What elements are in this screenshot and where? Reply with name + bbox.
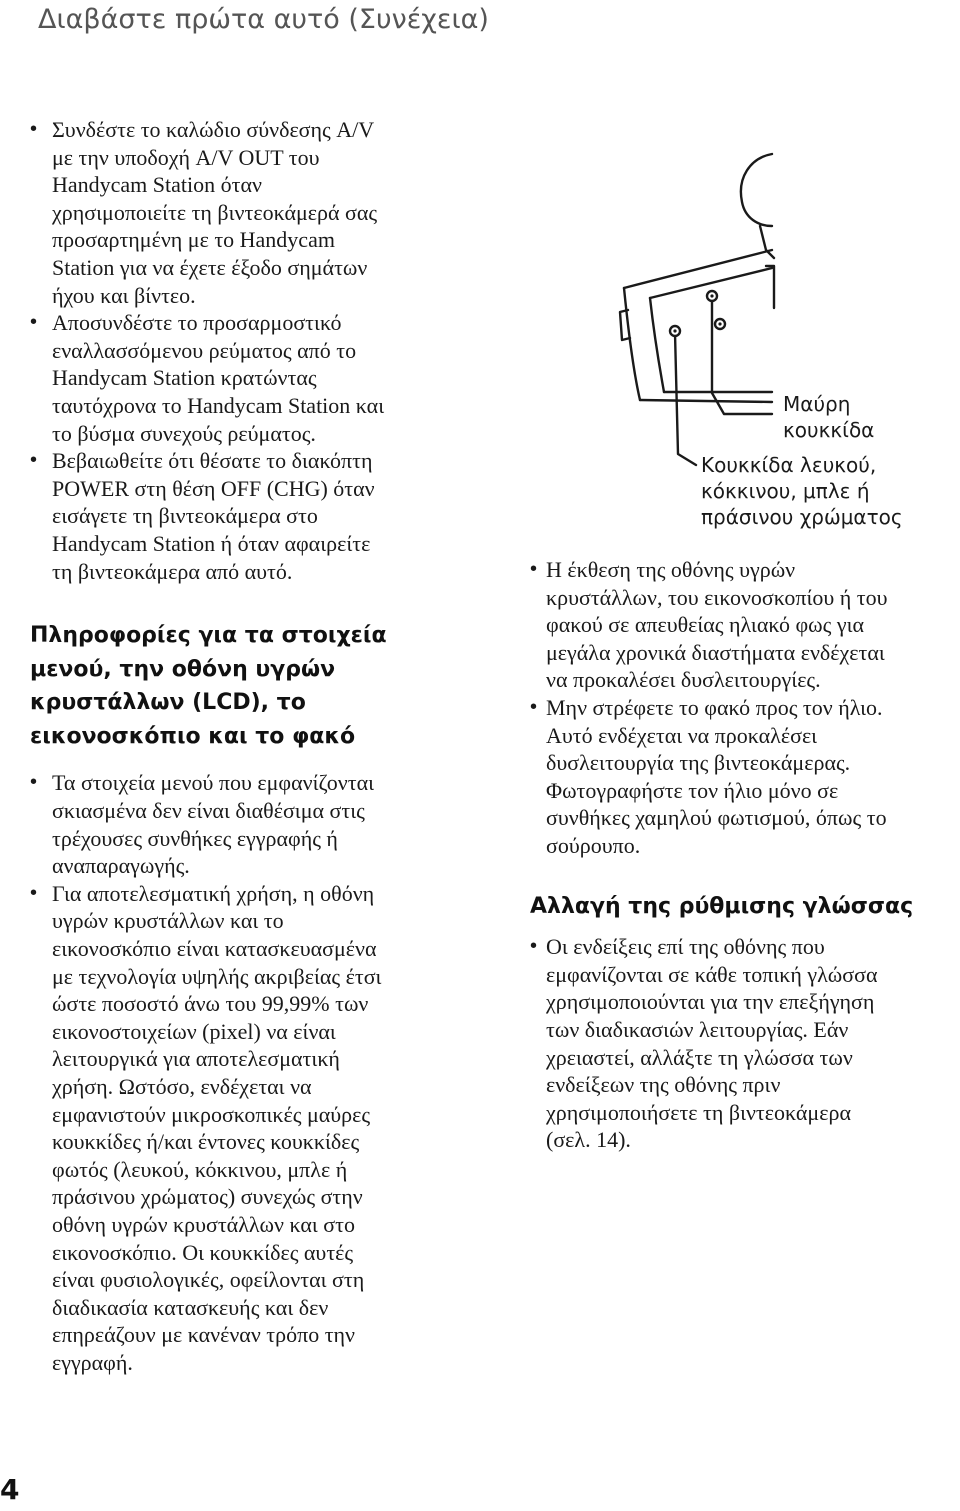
color-dot-leader-line (675, 333, 696, 465)
list-item: • Αποσυνδέστε το προσαρμοστικό εναλλασσόμενου ρεύματος από το Handycam Station κρατώντας ταυτόχρονα το Handycam Station και το βύσμα συνεχούς ρεύματος. (30, 309, 475, 447)
camera-eyecup-outline (741, 154, 772, 226)
black-dot-leader-line (712, 298, 772, 414)
sunlight-notes (530, 556, 958, 860)
lcd-panel-bottom-edge (640, 400, 772, 402)
right-column (530, 556, 958, 1154)
list-item: • Η έκθεση της οθόνης υγρών κρυστάλλων, του εικονοσκοπίου ή του φακού σε απευθείας ηλιακό φως για μεγάλα χρονικά διαστήματα ενδέχεται να προκαλέσει δυσλειτουργίες. (530, 556, 958, 694)
language-section-heading: Αλλαγή της ρύθμισης γλώσσας (530, 893, 914, 919)
language-section-list (530, 933, 958, 1154)
list-item: • Για αποτελεσματική χρήση, η οθόνη υγρών κρυστάλλων και το εικονοσκόπιο είναι κατασκευασμένα με τεχνολογία υψηλής ακριβείας έτσι ώστε ποσοστό άνω του 99,99% των εικονοστοιχείων (pixel) να είναι λειτουργικά για αποτελεσματική χρήση. Ωστόσο, ενδέχεται να εμφανιστούν μικροσκοπικές μαύρες κουκκίδες ή/και έντονες κουκκίδες φωτός (λευκού, κόκκινου, μπλε ή πράσινου χρώματος) συνεχώς στην οθόνη υγρών κρυστάλλων και στο εικονοσκόπιο. Οι κουκκίδες αυτές είναι φυσιολογικές, οφείλονται στη διαδικασία κατασκευής και δεν επηρεάζουν με κανέναν τρόπο την εγγραφή. (30, 880, 475, 1377)
left-column (30, 116, 475, 1377)
list-item: • Μην στρέφετε το φακό προς τον ήλιο. Αυτό ενδέχεται να προκαλέσει δυσλειτουργία της βιντεοκάμερας. Φωτογραφήστε τον ήλιο μόνο σε συνθήκες χαμηλού φωτισμού, όπως το σούρουπο. (530, 694, 958, 860)
black-dot-center (710, 294, 713, 297)
lcd-panel-top-edge (624, 250, 772, 288)
lcd-panel-left-edge (624, 288, 640, 400)
lcd-dots-illustration (600, 138, 960, 540)
color-dot-label: Κουκκίδα λευκού, κόκκινου, μπλε ή πράσινου χρώματος (701, 453, 903, 529)
page-number: 4 (0, 1473, 20, 1506)
black-dot-label: Μαύρη κουκκίδα (783, 392, 875, 442)
camera-body-edge (766, 266, 774, 308)
lcd-screen-left (650, 298, 664, 392)
lcd-section-heading: Πληροφορίες για τα στοιχεία μενού, την οθόνη υγρών κρυστάλλων (LCD), το εικονοσκόπιο και το φακό (30, 623, 387, 749)
list-item: • Τα στοιχεία μενού που εμφανίζονται σκιασμένα δεν είναι διαθέσιμα στις τρέχουσες συνθήκες εγγραφής ή αναπαραγωγής. (30, 769, 475, 879)
list-item: • Συνδέστε το καλώδιο σύνδεσης A/V με την υποδοχή A/V OUT του Handycam Station όταν χρησιμοποιείτε τη βιντεοκάμερά σας προσαρτημένη με το Handycam Station για να έχετε έξοδο σημάτων ήχου και βίντεο. (30, 116, 475, 309)
handycam-station-notes (30, 116, 475, 585)
list-item: • Οι ενδείξεις επί της οθόνης που εμφανίζονται σε κάθε τοπική γλώσσα χρησιμοποιούνται για την επεξήγηση των διαδικασιών λειτουργίας. Εάν χρειαστεί, αλλάξτε τη γλώσσα των ενδείξεων της οθόνης πριν χρησιμοποιήσετε τη βιντεοκάμερα (σελ. 14). (530, 933, 958, 1154)
page-title: Διαβάστε πρώτα αυτό (Συνέχεια) (38, 4, 489, 35)
lcd-button-center (718, 322, 721, 325)
lcd-section-list (30, 769, 475, 1376)
list-item: • Βεβαιωθείτε ότι θέσατε το διακόπτη POWER στη θέση OFF (CHG) όταν εισάγετε τη βιντεοκάμερα στο Handycam Station ή όταν αφαιρείτε τη βιντεοκάμερα από αυτό. (30, 447, 475, 585)
color-dot-center (673, 329, 676, 332)
